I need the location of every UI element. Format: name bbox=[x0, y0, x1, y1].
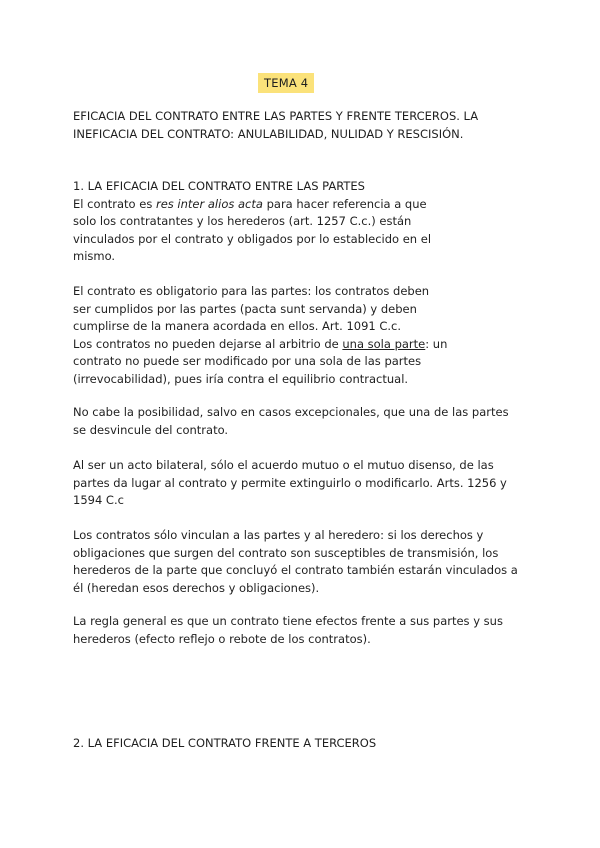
latin-phrase: res inter alios acta bbox=[155, 196, 263, 211]
paragraph-2-line-4-end: : un bbox=[425, 336, 448, 351]
paragraph-2-line-4 bbox=[73, 336, 533, 354]
main-title bbox=[73, 108, 533, 143]
paragraph-1-line-3: vinculados por el contrato y obligados por lo establecido en el bbox=[73, 231, 432, 246]
paragraph-5-line-4: él (heredan esos derechos y obligaciones). bbox=[73, 580, 320, 595]
paragraph-1-text: El contrato es bbox=[73, 196, 156, 211]
paragraph-1-text-end: para hacer referencia a que bbox=[262, 196, 427, 211]
topic-label: TEMA 4 bbox=[264, 76, 309, 90]
paragraph-2-line-6: (irrevocabilidad), pues iría contra el equilibrio contractual. bbox=[73, 371, 409, 386]
paragraph-2-line-4-start: Los contratos no pueden dejarse al arbitrio de bbox=[73, 336, 343, 351]
section-1 bbox=[73, 178, 533, 266]
paragraph-6 bbox=[73, 613, 533, 648]
paragraph-4-line-1: Al ser un acto bilateral, sólo el acuerdo mutuo o el mutuo disenso, de las bbox=[73, 458, 494, 472]
paragraph-3-line-1: No cabe la posibilidad, salvo en casos excepcionales, que una de las partes bbox=[73, 405, 509, 419]
paragraph-2-line-5: contrato no puede ser modificado por una sola de las partes bbox=[73, 354, 422, 369]
paragraph-4-line-3: 1594 C.c bbox=[73, 493, 124, 508]
paragraph-1-line-1 bbox=[73, 196, 533, 214]
paragraph-2-line-1: El contrato es obligatorio para las partes: los contratos deben bbox=[73, 284, 430, 298]
paragraph-3 bbox=[73, 404, 533, 439]
paragraph-5-line-3: herederos de la parte que concluyó el contrato también estarán vinculados a bbox=[73, 563, 518, 578]
paragraph-4-line-2: partes da lugar al contrato y permite extinguirlo o modificarlo. Arts. 1256 y bbox=[73, 475, 507, 490]
paragraph-4 bbox=[73, 457, 533, 510]
main-title-line-2: INEFICACIA DEL CONTRATO: ANULABILIDAD, NULIDAD Y RESCISIÓN. bbox=[73, 126, 464, 141]
paragraph-5-line-2: obligaciones que surgen del contrato son susceptibles de transmisión, los bbox=[73, 545, 499, 560]
section-1-heading: 1. LA EFICACIA DEL CONTRATO ENTRE LAS PARTES bbox=[73, 179, 365, 193]
paragraph-2 bbox=[73, 283, 533, 389]
paragraph-2-line-2: ser cumplidos por las partes (pacta sunt servanda) y deben bbox=[73, 301, 417, 316]
paragraph-1-line-4: mismo. bbox=[73, 249, 116, 264]
paragraph-5 bbox=[73, 527, 533, 597]
paragraph-5-line-1: Los contratos sólo vinculan a las partes y al heredero: si los derechos y bbox=[73, 528, 484, 542]
paragraph-6-line-1: La regla general es que un contrato tiene efectos frente a sus partes y sus bbox=[73, 614, 503, 628]
paragraph-3-line-2: se desvincule del contrato. bbox=[73, 422, 229, 437]
main-title-line-1: EFICACIA DEL CONTRATO ENTRE LAS PARTES Y FRENTE TERCEROS. LA bbox=[73, 109, 479, 123]
paragraph-1-line-2: solo los contratantes y los herederos (art. 1257 C.c.) están bbox=[73, 214, 412, 229]
paragraph-6-line-2: herederos (efecto reflejo o rebote de los contratos). bbox=[73, 631, 371, 646]
section-2-heading: 2. LA EFICACIA DEL CONTRATO FRENTE A TERCEROS bbox=[73, 736, 377, 750]
topic-label-highlight bbox=[258, 73, 314, 93]
section-2 bbox=[73, 735, 533, 753]
underlined-phrase: una sola parte bbox=[342, 336, 426, 351]
paragraph-2-line-3: cumplirse de la manera acordada en ellos. Art. 1091 C.c. bbox=[73, 319, 402, 334]
